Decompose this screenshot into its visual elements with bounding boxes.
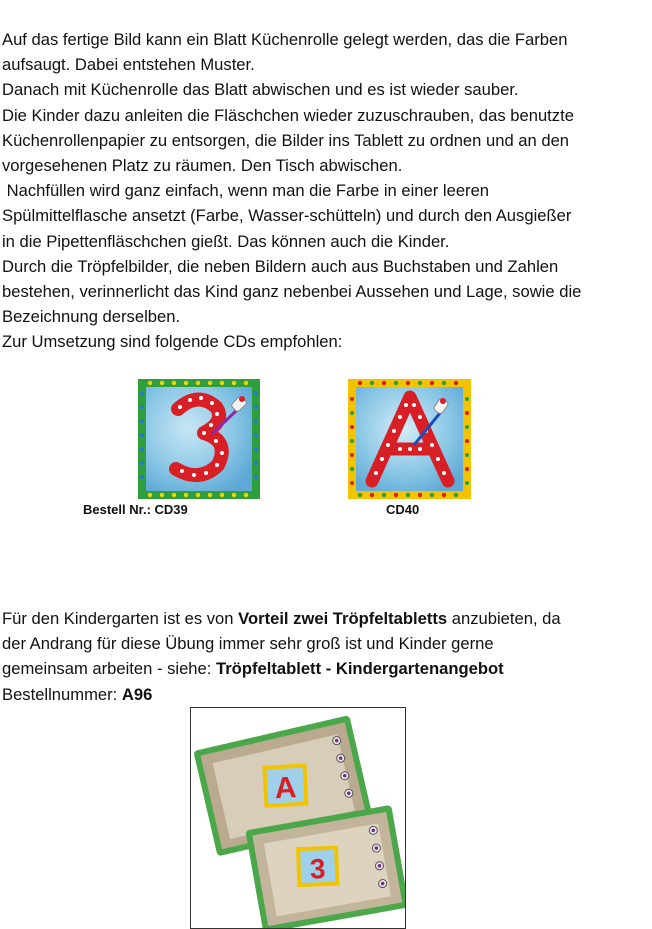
text-line — [2, 682, 650, 707]
text-line: Durch die Tröpfelbilder, die neben Bildern auch aus Buchstaben und Zahlen — [2, 256, 559, 276]
product-link-text: Tröpfeltablett - Kindergartenangebot — [216, 659, 504, 679]
cd39-caption: Bestell Nr.: CD39 — [83, 502, 188, 517]
tray-photo — [190, 707, 406, 929]
text-line: aufsaugt. Dabei entstehen Muster. — [2, 55, 255, 75]
text-line: Küchenrollenpapier zu entsorgen, die Bilder ins Tablett zu ordnen und an den — [2, 130, 570, 150]
text-line: Zur Umsetzung sind folgende CDs empfohlen: — [2, 332, 343, 352]
tray-photo-graphic — [191, 708, 405, 928]
text-segment: gemeinsam arbeiten - siehe: — [2, 659, 216, 679]
text-line: der Andrang für diese Übung immer sehr groß ist und Kinder gerne — [2, 634, 494, 654]
text-line: Auf das fertige Bild kann ein Blatt Küchenrolle gelegt werden, das die Farben — [2, 30, 568, 49]
kindergarten-text — [2, 606, 650, 707]
text-line — [2, 656, 650, 681]
text-line: Danach mit Küchenrolle das Blatt abwischen und es ist wieder sauber. — [2, 80, 519, 100]
text-segment: Für den Kindergarten ist es von — [2, 609, 239, 628]
cd40-caption: CD40 — [386, 502, 420, 517]
text-segment: anzubieten, da — [447, 609, 561, 628]
text-line: Spülmittelflasche ansetzt (Farbe, Wasser-schütteln) und durch den Ausgießer — [2, 206, 572, 226]
text-line: vorgesehenen Platz zu räumen. Den Tisch abwischen. — [2, 156, 403, 176]
bold-text: Vorteil zwei Tröpfeltabletts — [238, 609, 448, 628]
text-line: Die Kinder dazu anleiten die Fläschchen wieder zuzuschrauben, das benutzte — [2, 105, 574, 125]
cd39-cover-graphic — [138, 379, 260, 499]
text-line — [2, 606, 650, 631]
tray-front-symbol: 3 — [309, 853, 327, 885]
instructions-text — [2, 27, 650, 355]
order-number: A96 — [121, 684, 153, 704]
text-line: Nachfüllen wird ganz einfach, wenn man die Farbe in einer leeren — [2, 181, 490, 201]
text-line: bestehen, verinnerlicht das Kind ganz nebenbei Aussehen und Lage, sowie die — [2, 282, 582, 302]
cd39-cover-image — [138, 379, 260, 499]
cd40-cover-image — [348, 379, 471, 499]
tray-back-symbol: A — [273, 771, 298, 806]
text-segment: Bestellnummer: — [2, 684, 122, 704]
text-line: in die Pipettenfläschchen gießt. Das können auch die Kinder. — [2, 231, 450, 251]
text-line: Bezeichnung derselben. — [2, 307, 181, 327]
cd40-cover-graphic — [348, 379, 471, 499]
